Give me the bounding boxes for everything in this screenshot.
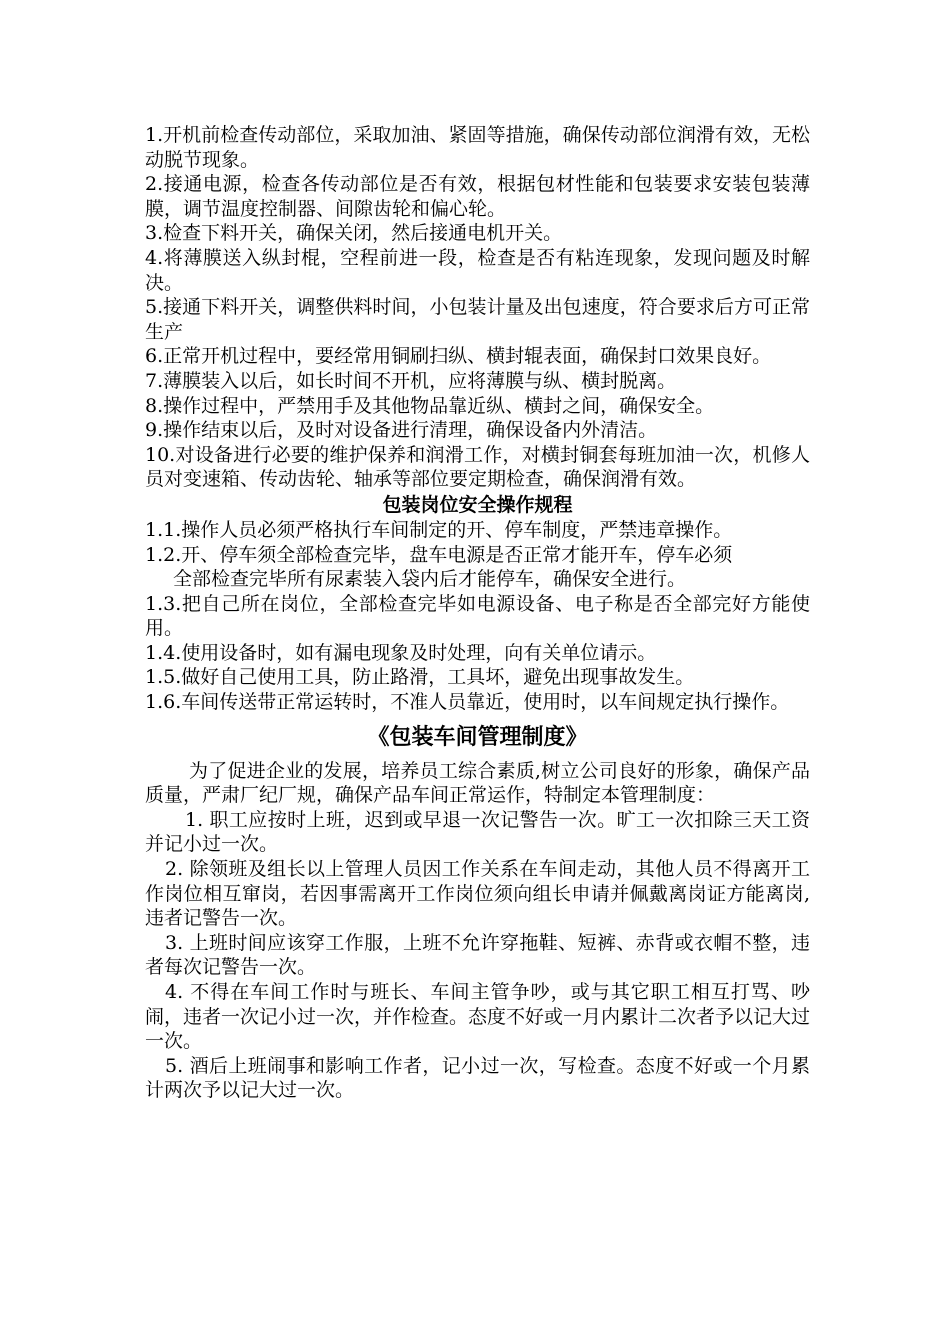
safety-item-1-2-line1: 1.2.开、停车须全部检查完毕，盘车电源是否正常才能开车，停车必须 bbox=[145, 543, 733, 566]
safety-procedure-title: 包装岗位安全操作规程 bbox=[382, 493, 573, 516]
safety-item-1-5: 1.5.做好自己使用工具，防止路滑，工具坏，避免出现事故发生。 bbox=[145, 666, 695, 689]
step-5: 5.接通下料开关，调整供料时间，小包装计量及出包速度，符合要求后方可正常生产 bbox=[145, 296, 810, 343]
safety-item-1-1: 1.1.操作人员必须严格执行车间制定的开、停车制度，严禁违章操作。 bbox=[145, 518, 733, 541]
step-9: 9.操作结束以后，及时对设备进行清理，确保设备内外清洁。 bbox=[145, 419, 658, 442]
rule-2: 2. 除领班及组长以上管理人员因工作关系在车间走动，其他人员不得离开工作岗位相互窜岗，若因事需离开工作岗位须向组长申请并佩戴离岗证方能离岗,违者记警告一次。 bbox=[145, 858, 810, 930]
safety-item-1-4: 1.4.使用设备时，如有漏电现象及时处理，向有关单位请示。 bbox=[145, 641, 657, 664]
step-8: 8.操作过程中，严禁用手及其他物品靠近纵、横封之间，确保安全。 bbox=[145, 394, 715, 417]
safety-item-1-6: 1.6.车间传送带正常运转时，不准人员靠近，使用时，以车间规定执行操作。 bbox=[145, 691, 790, 714]
safety-item-1-3: 1.3.把自己所在岗位，全部检查完毕如电源设备、电子称是否全部完好方能使用。 bbox=[145, 592, 810, 640]
safety-item-1-2-line2: 全部检查完毕所有尿素装入袋内后才能停车，确保安全进行。 bbox=[173, 568, 687, 591]
step-7: 7.薄膜装入以后，如长时间不开机，应将薄膜与纵、横封脱离。 bbox=[145, 369, 677, 392]
step-3: 3.检查下料开关，确保关闭，然后接通电机开关。 bbox=[145, 222, 563, 245]
step-4: 4.将薄膜送入纵封棍，空程前进一段，检查是否有粘连现象，发现问题及时解决。 bbox=[145, 246, 810, 294]
rules-intro: 为了促进企业的发展，培养员工综合素质,树立公司良好的形象，确保产品质量，严肃厂纪厂规，确保产品车间正常运作，特制定本管理制度： bbox=[145, 759, 810, 807]
rule-1: 1. 职工应按时上班，迟到或早退一次记警告一次。旷工一次扣除三天工资并记小过一次。 bbox=[145, 808, 810, 856]
step-1: 1.开机前检查传动部位，采取加油、紧固等措施，确保传动部位润滑有效，无松动脱节现象。 bbox=[145, 124, 810, 171]
machine-operation-steps bbox=[145, 123, 810, 492]
rule-3: 3. 上班时间应该穿工作服，上班不允许穿拖鞋、短裤、赤背或衣帽不整，违者每次记警告一次。 bbox=[145, 931, 810, 979]
step-6: 6.正常开机过程中，要经常用铜刷扫纵、横封辊表面，确保封口效果良好。 bbox=[145, 345, 772, 368]
step-10: 10.对设备进行必要的维护保养和润滑工作，对横封铜套每班加油一次，机修人员对变速箱、传动齿轮、轴承等部位要定期检查，确保润滑有效。 bbox=[145, 443, 810, 491]
rule-4: 4. 不得在车间工作时与班长、车间主管争吵，或与其它职工相互打骂、吵闹，违者一次记小过一次，并作检查。态度不好或一月内累计二次者予以记大过一次。 bbox=[145, 981, 811, 1053]
safety-procedure-list bbox=[145, 518, 810, 715]
document-page bbox=[145, 123, 810, 1103]
workshop-rules-body bbox=[145, 759, 810, 1103]
workshop-rules-title: 《包装车间管理制度》 bbox=[367, 724, 588, 750]
rule-5: 5. 酒后上班闹事和影响工作者，记小过一次，写检查。态度不好或一个月累计两次予以记大过一次。 bbox=[145, 1054, 810, 1102]
step-2: 2.接通电源，检查各传动部位是否有效，根据包材性能和包装要求安装包装薄膜，调节温度控制器、间隙齿轮和偏心轮。 bbox=[145, 173, 810, 220]
